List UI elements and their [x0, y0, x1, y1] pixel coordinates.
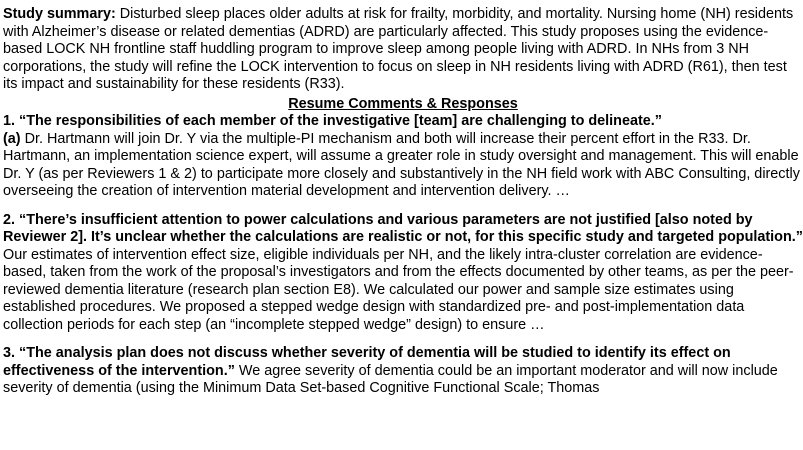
- comment-item-3: [3, 345, 803, 398]
- study-summary-paragraph: [3, 6, 803, 94]
- comment-1-response: [3, 131, 803, 201]
- comment-2-text: 2. “There’s insufficient attention to power calculations and various parameters are not justified [also noted by Reviewer 2]. It’s unclear whether the calculations are realistic or not, for this specific study and targeted population.”: [3, 211, 803, 245]
- response-1-sub-label: (a): [3, 130, 21, 147]
- study-summary-text: Disturbed sleep places older adults at risk for frailty, morbidity, and mortality. Nursing home (NH) residents with Alzheimer’s disease or related dementias (ADRD) are particularly affected. This study proposes using the evidence-based LOCK NH frontline staff huddling program to improve sleep among people living with ADRD. In NHs from 3 NH corporations, the study will refine the LOCK intervention to focus on sleep in NH residents living with ADRD (R61), then test its impact and sustainability for these residents (R33).: [3, 6, 794, 92]
- comment-item-2: [3, 212, 803, 335]
- comment-1-text: 1. “The responsibilities of each member of the investigative [team] are challenging to delineate.”: [3, 113, 662, 129]
- comment-1-quote: [3, 113, 803, 131]
- response-2-text: Our estimates of intervention effect size, eligible individuals per NH, and the likely intra-cluster correlation are evidence-based, taken from the work of the proposal’s investigators and from the effects documented by other teams, as per the peer-reviewed dementia literature (research plan section E8). We calculated our power and sample size estimates using established procedures. We proposed a stepped wedge design with standardized pre- and post-implementation data collection periods for each step (an “incomplete stepped wedge” design) to ensure …: [3, 246, 794, 333]
- response-3-text: We agree severity of dementia could be an important moderator and will now include severity of dementia (using the Minimum Data Set-based Cognitive Functional Scale; Thomas: [3, 362, 778, 396]
- section-heading: Resume Comments & Responses: [288, 95, 518, 112]
- comment-3-text: 3. “The analysis plan does not discuss whether severity of dementia will be studied to identify its effect on effectiveness of the intervention.”: [3, 345, 731, 379]
- comment-3-paragraph: [3, 345, 803, 398]
- comment-2-paragraph: [3, 212, 803, 335]
- study-summary-label: Study summary:: [3, 6, 116, 22]
- response-1-text: Dr. Hartmann will join Dr. Y via the multiple-PI mechanism and both will increase their percent effort in the R33. Dr. Hartmann, an implementation science expert, will assume a greater role in study oversight and management. This will enable Dr. Y (as per Reviewers 1 & 2) to participate more closely and substantively in the NH field work with ABC Consulting, directly overseeing the creation of intervention material development and intervention delivery. …: [3, 130, 800, 199]
- comment-item-1: [3, 113, 803, 201]
